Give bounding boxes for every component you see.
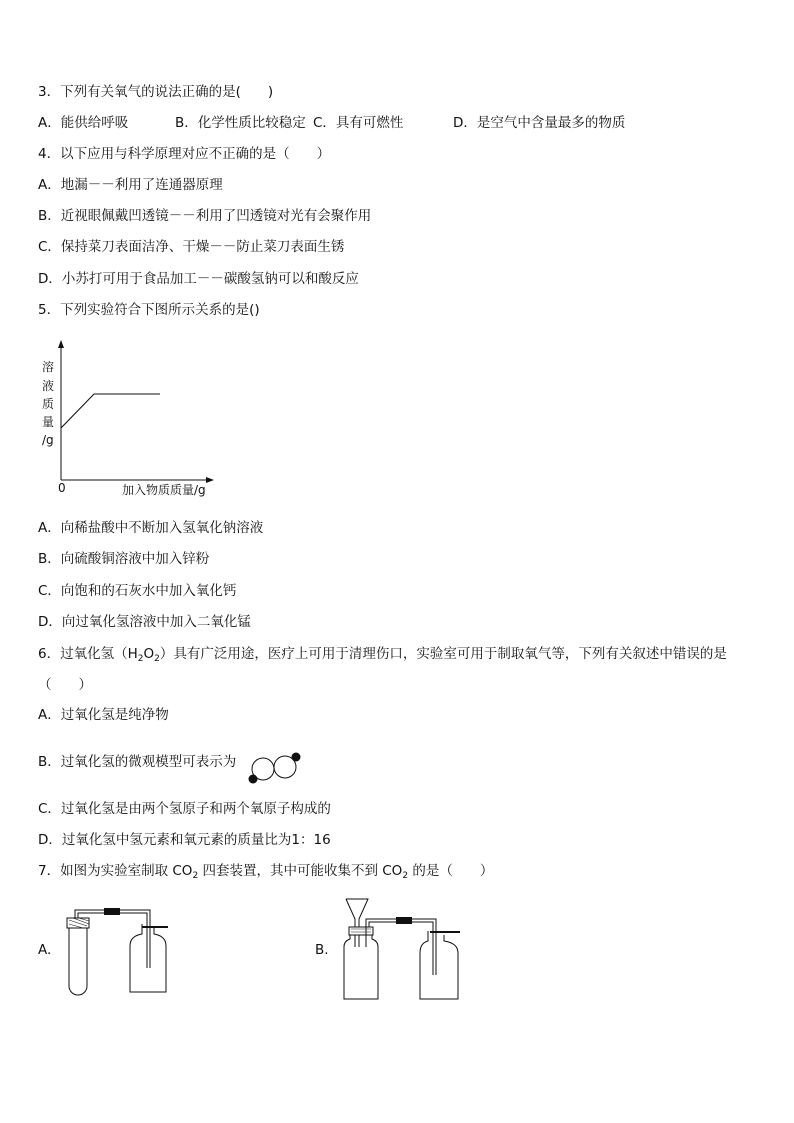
y-label-char-3: 质 bbox=[42, 397, 55, 411]
h2o2-molecule-model bbox=[244, 748, 308, 792]
question-6-stem-continued: （ ） bbox=[38, 677, 92, 693]
rubber-connector bbox=[104, 908, 120, 915]
question-5-stem: 5．下列实验符合下图所示关系的是() bbox=[38, 302, 260, 318]
x-axis-arrow bbox=[206, 477, 214, 483]
q5-option-b: B．向硫酸铜溶液中加入锌粉 bbox=[38, 551, 210, 567]
apparatus-b-svg bbox=[338, 895, 468, 1003]
solution-mass-graph bbox=[38, 338, 228, 503]
q3-option-d: D．是空气中含量最多的物质 bbox=[453, 115, 626, 131]
q7-label-a: A. bbox=[38, 942, 52, 958]
question-3-stem: 3．下列有关氧气的说法正确的是( ) bbox=[38, 84, 274, 100]
origin-label: 0 bbox=[58, 481, 66, 495]
gas-bottle-b bbox=[420, 931, 458, 999]
reaction-bottle bbox=[344, 933, 378, 999]
q6-option-c: C．过氧化氢是由两个氢原子和两个氧原子构成的 bbox=[38, 801, 331, 817]
q3-option-c: C．具有可燃性 bbox=[313, 115, 404, 131]
q4-option-d: D．小苏打可用于食品加工－－碳酸氢钠可以和酸反应 bbox=[38, 271, 359, 287]
question-6-stem: 6．过氧化氢$(H_2O_2)$具有广泛用途，医疗上可用于清理伤口，实验室可用于制取氧气等，下列有关叙述中错误的是 bbox=[38, 646, 727, 664]
q3-option-b: B．化学性质比较稳定 bbox=[175, 115, 306, 131]
delivery-tube-b2 bbox=[412, 919, 436, 975]
q6-option-a: A．过氧化氢是纯净物 bbox=[38, 707, 169, 723]
y-axis-arrow bbox=[58, 340, 64, 348]
question-7-stem: 7．如图为实验室制取 $CO_2$ 四套装置，其中可能收集不到 $CO_2$ 的是（ ） bbox=[38, 863, 494, 881]
q5-option-d: D．向过氧化氢溶液中加入二氧化锰 bbox=[38, 614, 251, 630]
apparatus-b bbox=[338, 895, 468, 1007]
graph-svg bbox=[38, 338, 228, 503]
x-axis-label: 加入物质质量/g bbox=[122, 483, 206, 497]
rubber-connector-b bbox=[396, 917, 412, 924]
q3-option-a: A．能供给呼吸 bbox=[38, 115, 129, 131]
test-tube bbox=[69, 928, 87, 995]
delivery-tube-2 bbox=[120, 910, 150, 968]
hydrogen-atom-left bbox=[249, 775, 258, 784]
q6-option-d: D．过氧化氢中氢元素和氧元素的质量比为1：16 bbox=[38, 832, 331, 848]
q4-option-a: A．地漏－－利用了连通器原理 bbox=[38, 177, 223, 193]
q4-option-c: C．保持菜刀表面洁净、干燥－－防止菜刀表面生锈 bbox=[38, 239, 345, 255]
delivery-tube-1 bbox=[75, 910, 104, 918]
y-label-char-2: 液 bbox=[42, 379, 55, 393]
gas-bottle bbox=[130, 924, 166, 992]
q5-option-c: C．向饱和的石灰水中加入氧化钙 bbox=[38, 583, 237, 599]
q7-label-b: B. bbox=[315, 942, 329, 958]
long-neck-funnel bbox=[346, 899, 368, 947]
graph-curve bbox=[61, 394, 160, 428]
y-label-char-5: /g bbox=[42, 433, 54, 447]
q4-option-b: B．近视眼佩戴凹透镜－－利用了凹透镜对光有会聚作用 bbox=[38, 208, 372, 224]
q5-option-a: A．向稀盐酸中不断加入氢氧化钠溶液 bbox=[38, 520, 264, 536]
hydrogen-atom-right bbox=[292, 753, 301, 762]
question-4-stem: 4．以下应用与科学原理对应不正确的是（ ） bbox=[38, 146, 331, 162]
stopper-b bbox=[349, 927, 373, 935]
q6-option-b: B．过氧化氢的微观模型可表示为 bbox=[38, 754, 237, 770]
y-label-char-4: 量 bbox=[42, 415, 55, 429]
apparatus-a bbox=[62, 900, 177, 1004]
y-label-char-1: 溶 bbox=[42, 360, 55, 374]
molecule-svg bbox=[244, 748, 308, 788]
apparatus-a-svg bbox=[62, 900, 177, 1000]
